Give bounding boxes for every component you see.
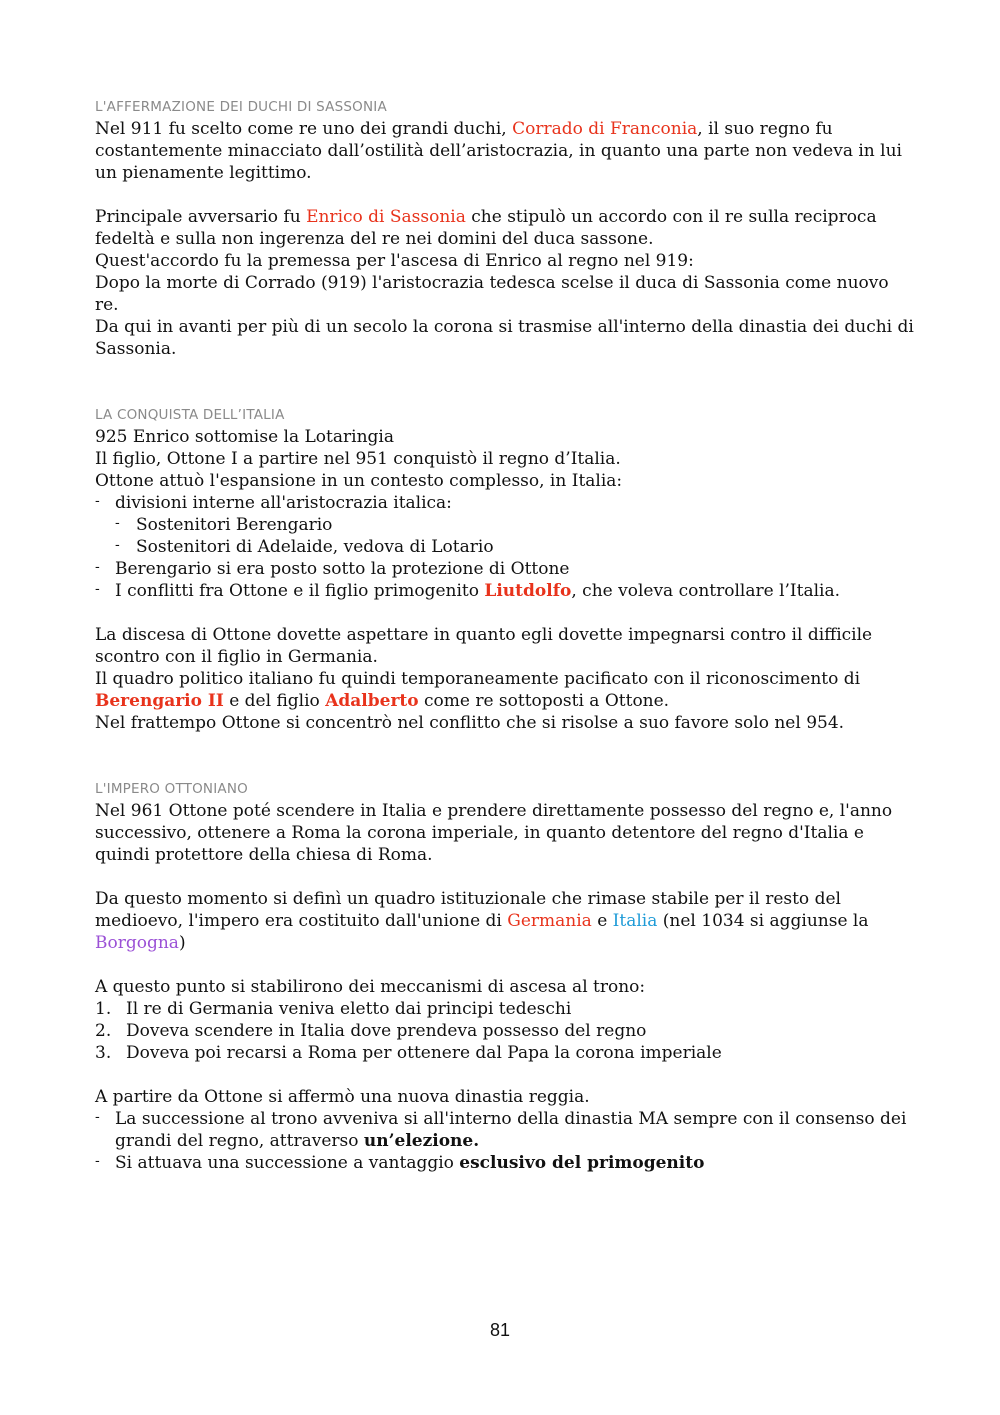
paragraph: Berengario II e del figlio Adalberto come re sottoposti a Ottone. xyxy=(95,691,670,711)
section-heading: L'AFFERMAZIONE DEI DUCHI DI SASSONIA xyxy=(95,99,387,115)
paragraph: Da qui in avanti per più di un secolo la corona si trasmise all'interno della dinastia dei duchi di Sassonia. xyxy=(95,317,914,359)
list-item: - Berengario si era posto sotto la protezione di Ottone xyxy=(95,558,915,580)
paragraph: Nel 911 fu scelto come re uno dei grandi duchi, Corrado di Franconia, il suo regno fu costantemente minacciato dall’ostilità dell’aristocrazia, in quanto una parte non vedeva in lui un pienamente legittimo. xyxy=(95,119,902,183)
list-item: - Sostenitori di Adelaide, vedova di Lotario xyxy=(95,536,915,558)
paragraph: 925 Enrico sottomise la Lotaringia xyxy=(95,427,394,447)
paragraph: Il quadro politico italiano fu quindi temporaneamente pacificato con il riconoscimento di xyxy=(95,669,861,689)
sub-dash-list xyxy=(95,514,915,558)
highlight-name: Borgogna xyxy=(95,933,179,953)
page-number: 81 xyxy=(489,1320,511,1340)
paragraph: Principale avversario fu Enrico di Sassonia che stipulò un accordo con il re sulla reciproca fedeltà e sulla non ingerenza del re nei domini del duca sassone. xyxy=(95,207,877,249)
highlight-name: Germania xyxy=(507,911,592,931)
section-heading: LA CONQUISTA DELL’ITALIA xyxy=(95,407,285,423)
dash-bullet: - xyxy=(95,1153,100,1169)
paragraph: Il figlio, Ottone I a partire nel 951 conquistò il regno d’Italia. xyxy=(95,449,621,469)
list-item: 2. Doveva scendere in Italia dove prendeva possesso del regno xyxy=(95,1021,647,1041)
list-item: - La successione al trono avveniva si all'interno della dinastia MA sempre con il consenso dei grandi del regno, attraverso un’elezione. xyxy=(95,1108,915,1152)
section-heading: L'IMPERO OTTONIANO xyxy=(95,781,248,797)
dash-bullet: - xyxy=(95,493,100,509)
list-item: - Si attuava una successione a vantaggio esclusivo del primogenito xyxy=(95,1152,915,1174)
paragraph: A partire da Ottone si affermò una nuova dinastia reggia. xyxy=(95,1087,590,1107)
dash-bullet: - xyxy=(115,537,120,553)
dash-list xyxy=(95,492,915,514)
paragraph: Da questo momento si definì un quadro istituzionale che rimase stabile per il resto del medioevo, l'impero era costituito dall'unione di Germania e Italia (nel 1034 si aggiunse la Borgogna) xyxy=(95,889,869,953)
highlight-name: Liutdolfo xyxy=(484,581,572,601)
paragraph: Nel 961 Ottone poté scendere in Italia e prendere direttamente possesso del regno e, l'anno successivo, ottenere a Roma la corona imperiale, in quanto detentore del regno d'Italia e quindi protettore della chiesa di Roma. xyxy=(95,801,893,865)
list-item: - I conflitti fra Ottone e il figlio primogenito Liutdolfo, che voleva controllare l’Italia. xyxy=(95,580,915,602)
paragraph: A questo punto si stabilirono dei meccanismi di ascesa al trono: xyxy=(95,977,646,997)
bold-text: un’elezione. xyxy=(363,1131,480,1151)
list-item: - divisioni interne all'aristocrazia italica: xyxy=(95,492,915,514)
highlight-name: Corrado di Franconia xyxy=(512,119,698,139)
bold-text: esclusivo del primogenito xyxy=(459,1153,705,1173)
page-content xyxy=(95,96,915,1174)
dash-bullet: - xyxy=(115,515,120,531)
dash-list xyxy=(95,558,915,602)
highlight-name: Adalberto xyxy=(325,691,419,711)
list-item: - Sostenitori Berengario xyxy=(95,514,915,536)
paragraph: Nel frattempo Ottone si concentrò nel conflitto che si risolse a suo favore solo nel 954. xyxy=(95,713,845,733)
paragraph: La discesa di Ottone dovette aspettare in quanto egli dovette impegnarsi contro il difficile scontro con il figlio in Germania. xyxy=(95,625,873,667)
paragraph: Ottone attuò l'espansione in un contesto complesso, in Italia: xyxy=(95,471,623,491)
list-item: 1. Il re di Germania veniva eletto dai principi tedeschi xyxy=(95,999,572,1019)
dash-bullet: - xyxy=(95,1109,100,1125)
dash-bullet: - xyxy=(95,559,100,575)
highlight-name: Berengario II xyxy=(95,691,224,711)
dash-bullet: - xyxy=(95,581,100,597)
dash-list xyxy=(95,1108,915,1174)
highlight-name: Enrico di Sassonia xyxy=(306,207,466,227)
paragraph: Dopo la morte di Corrado (919) l'aristocrazia tedesca scelse il duca di Sassonia come nuovo re. xyxy=(95,273,889,315)
numbered-list xyxy=(95,998,915,1064)
paragraph: Quest'accordo fu la premessa per l'ascesa di Enrico al regno nel 919: xyxy=(95,251,694,271)
highlight-name: Italia xyxy=(612,911,658,931)
list-item: 3. Doveva poi recarsi a Roma per ottenere dal Papa la corona imperiale xyxy=(95,1043,722,1063)
